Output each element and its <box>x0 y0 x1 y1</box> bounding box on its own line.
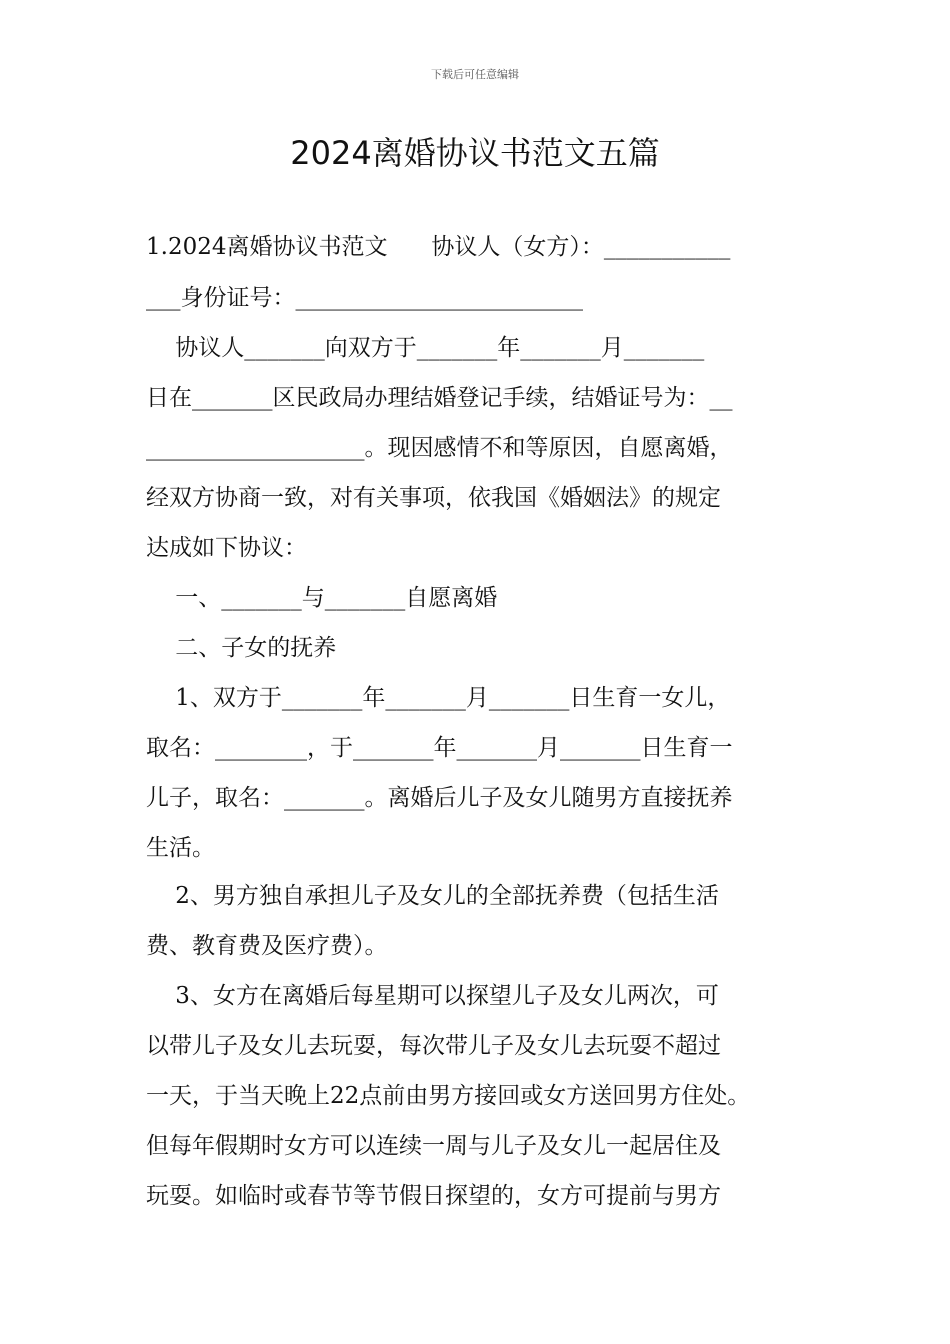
body-line-18: 一天，于当天晚上22点前由男方接回或女方送回男方住处。 <box>146 1083 751 1109</box>
body-line-13: 生活。 <box>146 835 215 861</box>
body-line-20: 玩耍。如临时或春节等节假日探望的，女方可提前与男方 <box>146 1183 721 1209</box>
body-line-15: 费、教育费及医疗费）。 <box>146 933 388 959</box>
body-line-8: 一、_______与_______自愿离婚 <box>146 585 498 611</box>
body-line-17: 以带儿子及女儿去玩耍，每次带儿子及女儿去玩耍不超过 <box>146 1033 721 1059</box>
body-line-6: 经双方协商一致，对有关事项，依我国《婚姻法》的规定 <box>146 485 721 511</box>
body-line-12: 儿子，取名：_______。离婚后儿子及女儿随男方直接抚养 <box>146 785 733 811</box>
body-line-10: 1、双方于_______年_______月_______日生育一女儿， <box>146 685 731 711</box>
body-line-1: 1.2024离婚协议书范文 协议人（女方）：___________ <box>146 234 731 260</box>
body-line-3: 协议人_______向双方于_______年_______月_______ <box>146 335 705 361</box>
body-line-7: 达成如下协议： <box>146 535 307 561</box>
body-line-16: 3、女方在离婚后每星期可以探望儿子及女儿两次，可 <box>146 983 719 1009</box>
body-line-4: 日在_______区民政局办理结婚登记手续，结婚证号为：__ <box>146 385 733 411</box>
body-line-11: 取名：________，于_______年_______月_______日生育一 <box>146 735 733 761</box>
body-line-2: ___身份证号：_________________________ <box>146 285 583 311</box>
body-line-19: 但每年假期时女方可以连续一周与儿子及女儿一起居住及 <box>146 1133 721 1159</box>
header-note: 下载后可任意编辑 <box>431 68 519 81</box>
document-title: 2024离婚协议书范文五篇 <box>290 134 660 172</box>
body-line-9: 二、子女的抚养 <box>146 635 337 661</box>
body-line-5: ___________________。现因感情不和等原因，自愿离婚， <box>146 435 733 461</box>
body-line-14: 2、男方独自承担儿子及女儿的全部抚养费（包括生活 <box>146 883 719 909</box>
